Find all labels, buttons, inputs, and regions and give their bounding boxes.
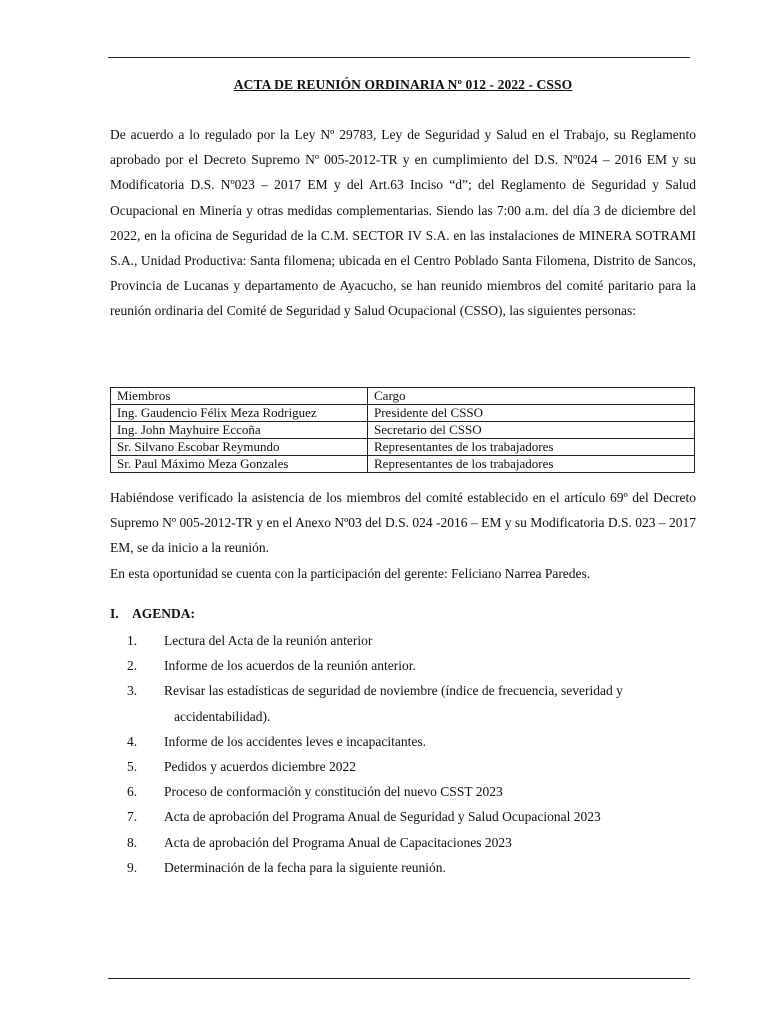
member-name: Sr. Paul Máximo Meza Gonzales xyxy=(111,456,368,473)
agenda-list xyxy=(110,628,696,880)
list-item xyxy=(110,628,696,653)
item-number: 6. xyxy=(127,784,138,800)
item-number: 9. xyxy=(127,859,138,875)
participation-text: En esta oportunidad se cuenta con la participación del gerente: Feliciano Narrea Paredes. xyxy=(110,565,591,581)
list-item xyxy=(110,754,696,779)
item-text: Informe de los accidentes leves e incapacitantes. xyxy=(164,733,427,749)
member-role: Representantes de los trabajadores xyxy=(368,439,695,456)
list-item xyxy=(110,678,696,728)
members-table xyxy=(110,387,695,473)
agenda-heading xyxy=(110,606,195,622)
member-role: Secretario del CSSO xyxy=(368,422,695,439)
item-text: Acta de aprobación del Programa Anual de Capacitaciones 2023 xyxy=(164,834,512,850)
verification-block xyxy=(110,485,696,586)
verification-text: Habiéndose verificado la asistencia de los miembros del comité establecido en el artículo 69º del Decreto Supremo Nº 005-2012-TR y en el Anexo Nº03 del D.S. 024 -2016 – EM y su Modificatoria D.S. 023 – 2017 EM, se da inicio a la reunión. xyxy=(110,490,696,556)
item-text: Revisar las estadísticas de seguridad de noviembre (índice de frecuencia, severidad y xyxy=(164,683,623,699)
agenda-title: AGENDA: xyxy=(132,606,195,621)
list-item xyxy=(110,830,696,855)
list-item xyxy=(110,855,696,880)
table-row xyxy=(111,439,695,456)
item-text-continued: accidentabilidad). xyxy=(174,708,271,724)
item-text: Acta de aprobación del Programa Anual de Seguridad y Salud Ocupacional 2023 xyxy=(164,809,601,825)
item-number: 1. xyxy=(127,633,138,648)
list-item xyxy=(110,804,696,829)
document-title: ACTA DE REUNIÓN ORDINARIA Nº 012 - 2022 - CSSO xyxy=(233,77,573,92)
item-number: 2. xyxy=(127,658,138,674)
intro-text: De acuerdo a lo regulado por la Ley Nº 29783, Ley de Seguridad y Salud en el Trabajo, su Reglamento aprobado por el Decreto Supremo Nº 005-2012-TR y en cumplimiento del D.S. Nº024 – 2016 EM y su Modificatoria D.S. Nº023 – 2017 EM y del Art.63 Inciso “d”; del Reglamento de Seguridad y Salud Ocupacional en Minería y otras medidas complementarias. Siendo las 7:00 a.m. del día 3 de diciembre del 2022, en la oficina de Seguridad de la C.M. SECTOR IV S.A. en las instalaciones de MINERA SOTRAMI S.A., Unidad Productiva: Santa filomena; ubicada en el Centro Poblado Santa Filomena, Distrito de Sancos, Provincia de Lucanas y departamento de Ayacucho, se han reunido miembros del comité paritario para la reunión ordinaria del Comité de Seguridad y Salud Ocupacional (CSSO), las siguientes personas: xyxy=(110,127,696,319)
item-number: 8. xyxy=(127,834,138,850)
item-number: 5. xyxy=(127,759,138,775)
item-text: Informe de los acuerdos de la reunión anterior. xyxy=(164,658,416,674)
member-name: Ing. Gaudencio Félix Meza Rodriguez xyxy=(111,405,368,422)
header-rule xyxy=(108,57,690,58)
item-number: 4. xyxy=(127,733,138,749)
header-role: Cargo xyxy=(368,388,695,405)
item-number: 7. xyxy=(127,809,138,825)
item-text: Pedidos y acuerdos diciembre 2022 xyxy=(164,759,356,775)
member-role: Presidente del CSSO xyxy=(368,405,695,422)
table-row xyxy=(111,456,695,473)
header-members: Miembros xyxy=(111,388,368,405)
member-role: Representantes de los trabajadores xyxy=(368,456,695,473)
agenda-number: I. xyxy=(110,606,119,621)
footer-rule xyxy=(108,978,690,979)
item-text: Lectura del Acta de la reunión anterior xyxy=(164,633,373,648)
table-row xyxy=(111,405,695,422)
list-item xyxy=(110,653,696,678)
item-number: 3. xyxy=(127,683,138,699)
table-row xyxy=(111,422,695,439)
member-name: Ing. John Mayhuire Eccoña xyxy=(111,422,368,439)
item-text: Proceso de conformación y constitución del nuevo CSST 2023 xyxy=(164,784,503,800)
intro-paragraph xyxy=(110,122,696,324)
item-text: Determinación de la fecha para la siguiente reunión. xyxy=(164,859,446,875)
list-item xyxy=(110,779,696,804)
table-header-row xyxy=(111,388,695,405)
list-item xyxy=(110,729,696,754)
member-name: Sr. Silvano Escobar Reymundo xyxy=(111,439,368,456)
